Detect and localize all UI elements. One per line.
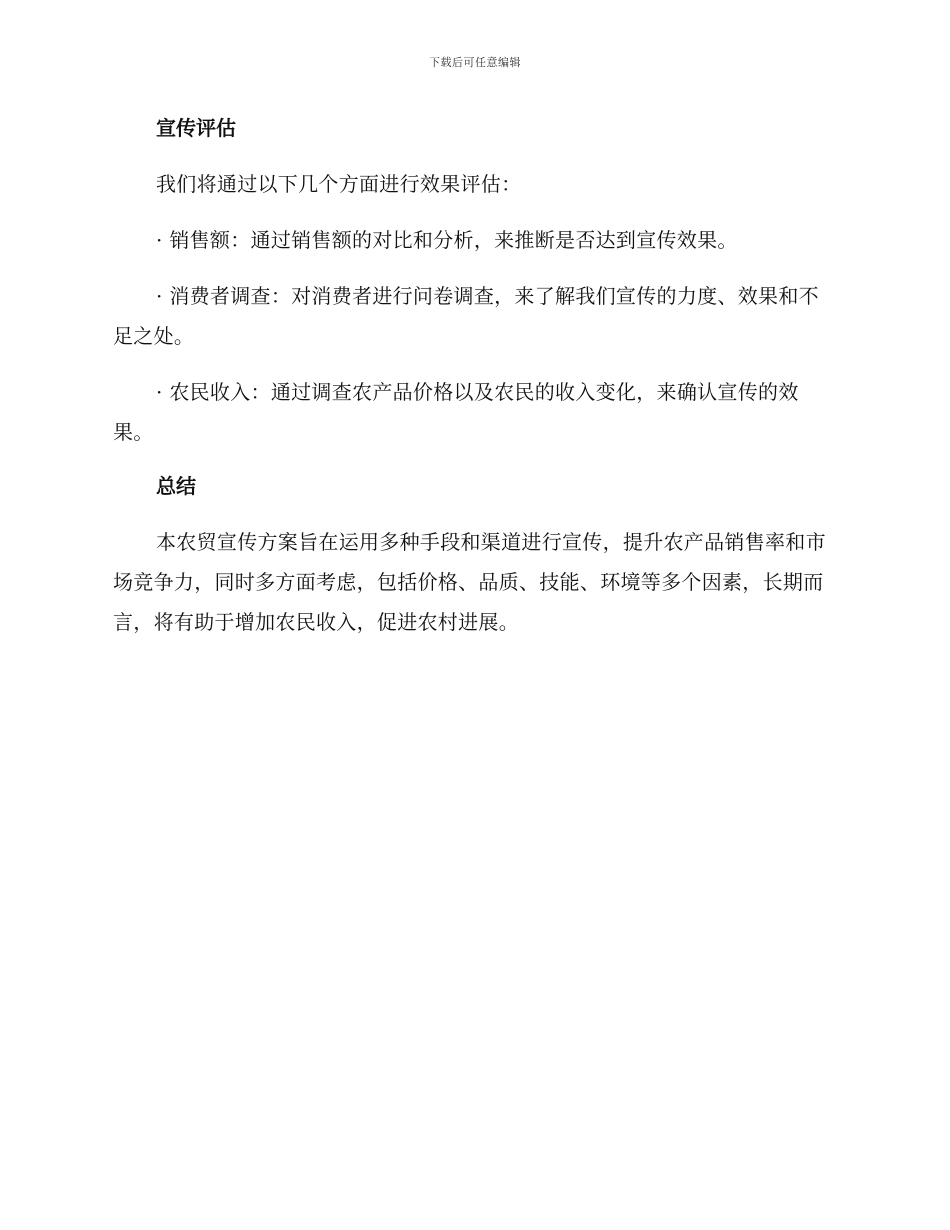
document-body: [113, 108, 833, 658]
evaluation-intro: 我们将通过以下几个方面进行效果评估：: [156, 172, 522, 196]
section-heading-summary: 总结: [156, 474, 196, 498]
evaluation-item-farmer-income: · 农民收入：通过调查农产品价格以及农民的收入变化，来确认宣传的效果。: [113, 380, 799, 444]
page-header-note: 下载后可任意编辑: [429, 56, 521, 69]
summary-body: 本农贸宣传方案旨在运用多种手段和渠道进行宣传，提升农产品销售率和市场竞争力，同时多方面考虑，包括价格、品质、技能、环境等多个因素，长期而言，将有助于增加农民收入，促进农村进展。: [113, 530, 826, 634]
evaluation-item-sales: · 销售额：通过销售额的对比和分析，来推断是否达到宣传效果。: [156, 228, 738, 252]
section-heading-evaluation: 宣传评估: [156, 116, 236, 140]
evaluation-item-consumer-survey: · 消费者调查：对消费者进行问卷调查，来了解我们宣传的力度、效果和不足之处。: [113, 284, 819, 348]
